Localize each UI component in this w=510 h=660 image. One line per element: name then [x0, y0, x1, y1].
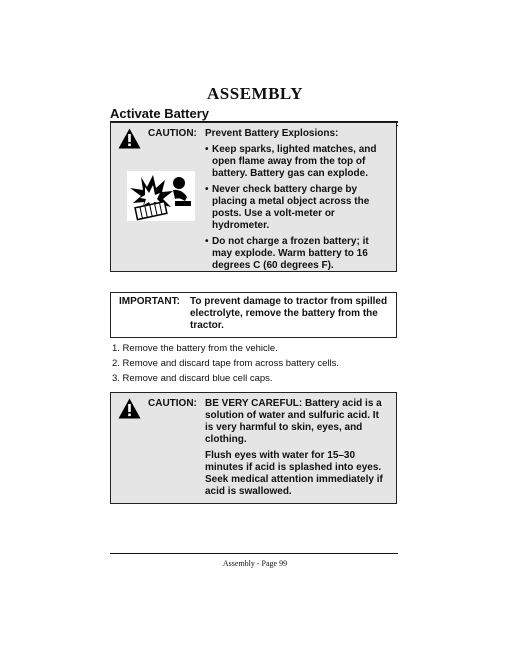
bullet-line: posts. Use a volt-meter or — [212, 208, 335, 219]
battery-explosion-icon — [127, 171, 195, 221]
important-line: tractor. — [190, 320, 224, 331]
warning-triangle-icon — [118, 128, 141, 149]
caution-bullet-1: • Keep sparks, lighted matches, and open flame away from the top of battery. Battery gas can explode. — [205, 144, 377, 179]
caution-label: CAUTION: — [148, 398, 197, 409]
caution-acid-paragraph-1 — [205, 398, 382, 446]
caution-bullet-2: • Never check battery charge by placing a metal object across the posts. Use a volt-meter or hydrometer. — [205, 184, 370, 231]
bullet-line: may explode. Warm battery to 16 — [212, 248, 368, 259]
paragraph-line: Flush eyes with water for 15–30 — [205, 450, 356, 461]
footer-rule — [110, 553, 398, 554]
paragraph-line: Seek medical attention immediately if — [205, 474, 383, 485]
caution-box-battery-explosions — [110, 122, 397, 272]
paragraph-line: solution of water and sulfuric acid. It — [205, 410, 379, 421]
bullet-line: Do not charge a frozen battery; it — [212, 236, 369, 247]
bullet-line: battery. Battery gas can explode. — [212, 168, 368, 179]
paragraph-line: is very harmful to skin, eyes, and — [205, 422, 363, 433]
bullet-line: degrees C (60 degrees F). — [212, 260, 334, 271]
step-item: 3. Remove and discard blue cell caps. — [112, 373, 273, 384]
important-label: IMPORTANT: — [119, 296, 180, 307]
caution-bullet-3: • Do not charge a frozen battery; it may explode. Warm battery to 16 degrees C (60 degrees F). — [205, 236, 369, 271]
caution-box-battery-acid — [110, 392, 397, 504]
caution-heading: Prevent Battery Explosions: — [205, 128, 339, 139]
paragraph-line: minutes if acid is splashed into eyes. — [205, 462, 382, 473]
important-line: To prevent damage to tractor from spilled — [190, 296, 388, 307]
bullet-line: Never check battery charge by — [212, 184, 358, 195]
caution-acid-paragraph-2 — [205, 450, 383, 498]
bullet-line: hydrometer. — [212, 220, 270, 231]
page-footer: Assembly - Page 99 — [222, 559, 288, 568]
paragraph-line: clothing. — [205, 434, 247, 445]
bullet-line: placing a metal object across the — [212, 196, 370, 207]
caution-label: CAUTION: — [148, 128, 197, 139]
important-box — [110, 292, 397, 338]
steps-list — [112, 341, 339, 386]
warning-triangle-icon — [118, 398, 141, 419]
bullet-line: open flame away from the top of — [212, 156, 366, 167]
paragraph-line: acid is swallowed. — [205, 486, 292, 497]
bullet-line: Keep sparks, lighted matches, and — [212, 144, 377, 155]
paragraph-line: BE VERY CAREFUL: Battery acid is a — [205, 398, 382, 409]
page-title: ASSEMBLY — [207, 84, 303, 103]
step-item: 2. Remove and discard tape from across battery cells. — [112, 358, 340, 369]
important-text — [190, 296, 387, 332]
step-item: 1. Remove the battery from the vehicle. — [112, 343, 278, 354]
important-line: electrolyte, remove the battery from the — [190, 308, 378, 319]
section-heading: Activate Battery — [110, 106, 209, 121]
